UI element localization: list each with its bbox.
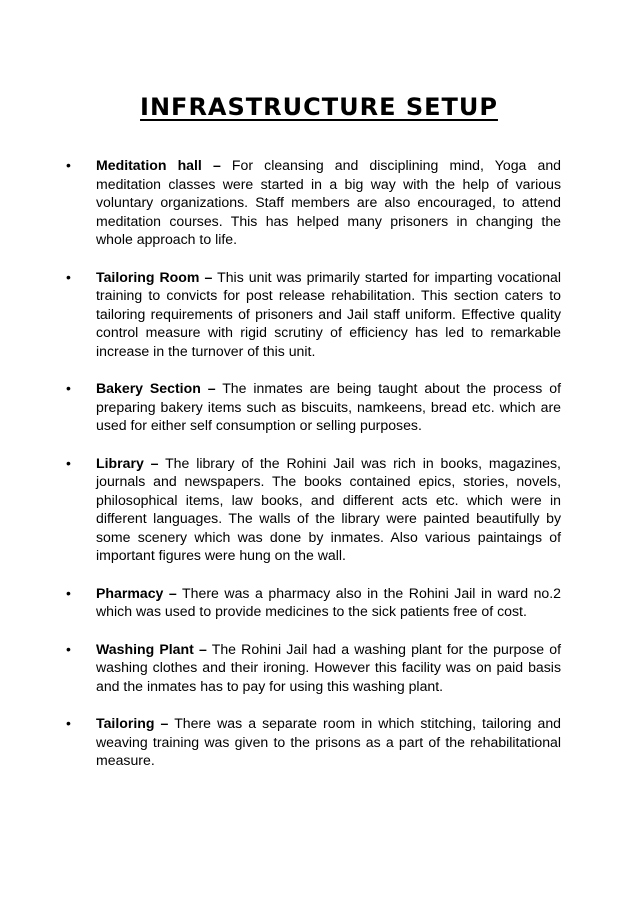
bullet-icon: • — [66, 454, 71, 471]
infrastructure-list — [0, 156, 638, 789]
bullet-icon: • — [66, 584, 71, 601]
item-text: The library of the Rohini Jail was rich in books, magazines, journals and newspapers. The books contained epics, stories, novels, philosophical items, law books, and different acts etc. which were in different languages. The walls of the library were painted beautifully by some scenery which was done by inmates. Also various paintaings of important figures were hung on the wall. — [96, 454, 561, 563]
list-item-tailoring-room — [0, 268, 638, 361]
item-text: There was a separate room in which stitching, tailoring and weaving training was given to the prisons as a part of the rehabilitational measure. — [96, 715, 561, 768]
item-text: There was a pharmacy also in the Rohini Jail in ward no.2 which was used to provide medicines to the sick patients free of cost. — [96, 584, 561, 619]
list-item-meditation-hall — [0, 156, 638, 249]
list-item-bakery-section — [0, 379, 638, 435]
item-text: For cleansing and disciplining mind, Yoga and meditation classes were started in a big way with the help of various voluntary organizations. Staff members are also encouraged, to attend meditation courses. This has helped many prisoners in changing the whole approach to life. — [96, 157, 562, 247]
list-item-library — [0, 454, 638, 565]
list-item-tailoring — [0, 714, 638, 770]
item-label: Bakery Section – — [96, 380, 216, 396]
item-label: Tailoring – — [96, 715, 169, 731]
item-text: This unit was primarily started for imparting vocational training to convicts for post release rehabilitation. This section caters to tailoring requirements of prisoners and Jail staff uniform. Effective quality control measure with rigid scrutiny of efficiency has led to remarkable increase in the turnover of this unit. — [96, 268, 562, 359]
item-label: Washing Plant – — [96, 640, 207, 657]
bullet-icon: • — [66, 157, 71, 173]
page-title: INFRASTRUCTURE SETUP — [140, 93, 498, 121]
item-label: Pharmacy – — [96, 584, 177, 601]
item-label: Tailoring Room – — [96, 268, 213, 285]
bullet-icon: • — [66, 715, 71, 731]
item-text: The Rohini Jail had a washing plant for the purpose of washing clothes and their ironing. However this facility was on paid basis and the inmates has to pay for using this washing plant. — [96, 640, 561, 694]
bullet-icon: • — [66, 640, 71, 657]
bullet-icon: • — [66, 380, 71, 396]
list-item-washing-plant — [0, 640, 638, 696]
item-label: Meditation hall – — [96, 157, 221, 173]
list-item-pharmacy — [0, 584, 638, 621]
item-text: The inmates are being taught about the process of preparing bakery items such as biscuits, namkeens, bread etc. which are used for either self consumption or selling purposes. — [96, 380, 561, 433]
item-label: Library – — [96, 454, 159, 471]
bullet-icon: • — [66, 268, 71, 285]
